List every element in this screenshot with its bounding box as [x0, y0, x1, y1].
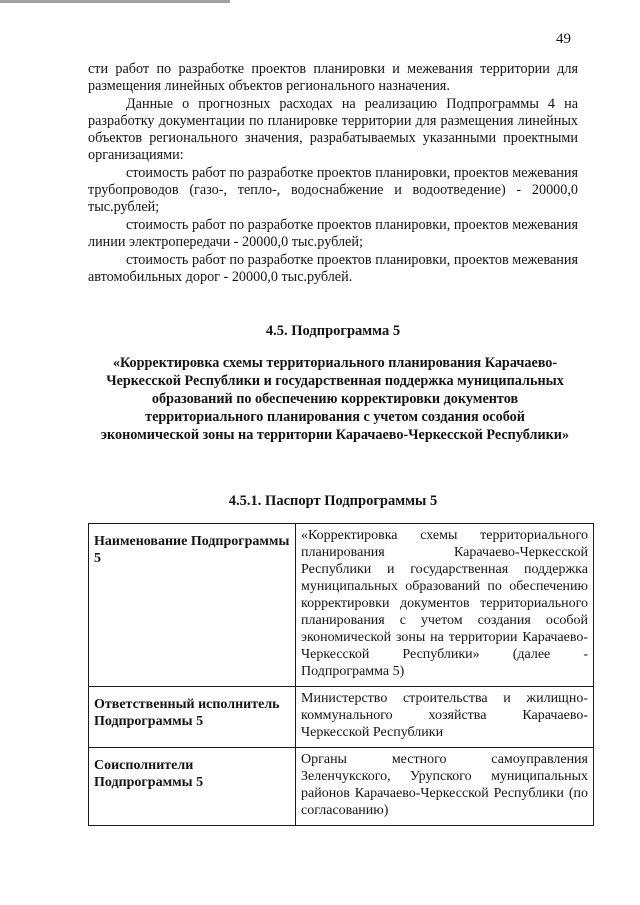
- passport-label-responsible: Ответственный исполнитель Подпрограммы 5: [89, 687, 296, 748]
- passport-label-coexecutors: Соисполнители Подпрограммы 5: [89, 748, 296, 826]
- cost-item-roads: стоимость работ по разработке проектов планировки, проектов межевания автомобильных дорог - 20000,0 тыс.рублей.: [88, 252, 578, 285]
- subprogram-title: «Корректировка схемы территориального планирования Карачаево-Черкесской Республики и государственная поддержка муниципальных образований по обеспечению корректировки документов территориального планирования с учетом создания особой экономической зоны на территории Карачаево-Черкесской Республики»: [100, 355, 570, 443]
- table-row: [89, 524, 594, 687]
- page-number: 49: [556, 31, 571, 47]
- passport-table: [88, 523, 594, 826]
- scan-edge-mark: [0, 0, 230, 3]
- passport-value-name: «Корректировка схемы территориального планирования Карачаево-Черкесской Республики и государственная поддержка муниципальных образований по обеспечению корректировки документов территориального планирования с учетом создания особой экономической зоны на территории Карачаево-Черкесской Республики» (далее - Подпрограмма 5): [296, 524, 594, 687]
- intro-forecast-paragraph: Данные о прогнозных расходах на реализацию Подпрограммы 4 на разработку документации по планировке территории для размещения линейных объектов регионального значения, разрабатываемых указанными проектными организациями:: [88, 96, 578, 163]
- passport-value-responsible: Министерство строительства и жилищно-коммунального хозяйства Карачаево-Черкесской Республики: [296, 687, 594, 748]
- passport-heading: 4.5.1. Паспорт Подпрограммы 5: [228, 493, 438, 509]
- intro-continuation: сти работ по разработке проектов планировки и межевания территории для размещения линейных объектов регионального назначения.: [88, 61, 578, 94]
- passport-label-name: Наименование Подпрограммы 5: [89, 524, 296, 687]
- table-row: [89, 687, 594, 748]
- passport-value-coexecutors: Органы местного самоуправления Зеленчукского, Урупского муниципальных районов Карачаево-Черкесской Республики (по согласованию): [296, 748, 594, 826]
- subprogram-heading: 4.5. Подпрограмма 5: [265, 323, 401, 339]
- cost-item-power-lines: стоимость работ по разработке проектов планировки, проектов межевания линии электропередачи - 20000,0 тыс.рублей;: [88, 217, 578, 250]
- table-row: [89, 748, 594, 826]
- cost-item-pipelines: стоимость работ по разработке проектов планировки, проектов межевания трубопроводов (газо-, тепло-, водоснабжение и водоотведение) - 20000,0 тыс.рублей;: [88, 165, 578, 215]
